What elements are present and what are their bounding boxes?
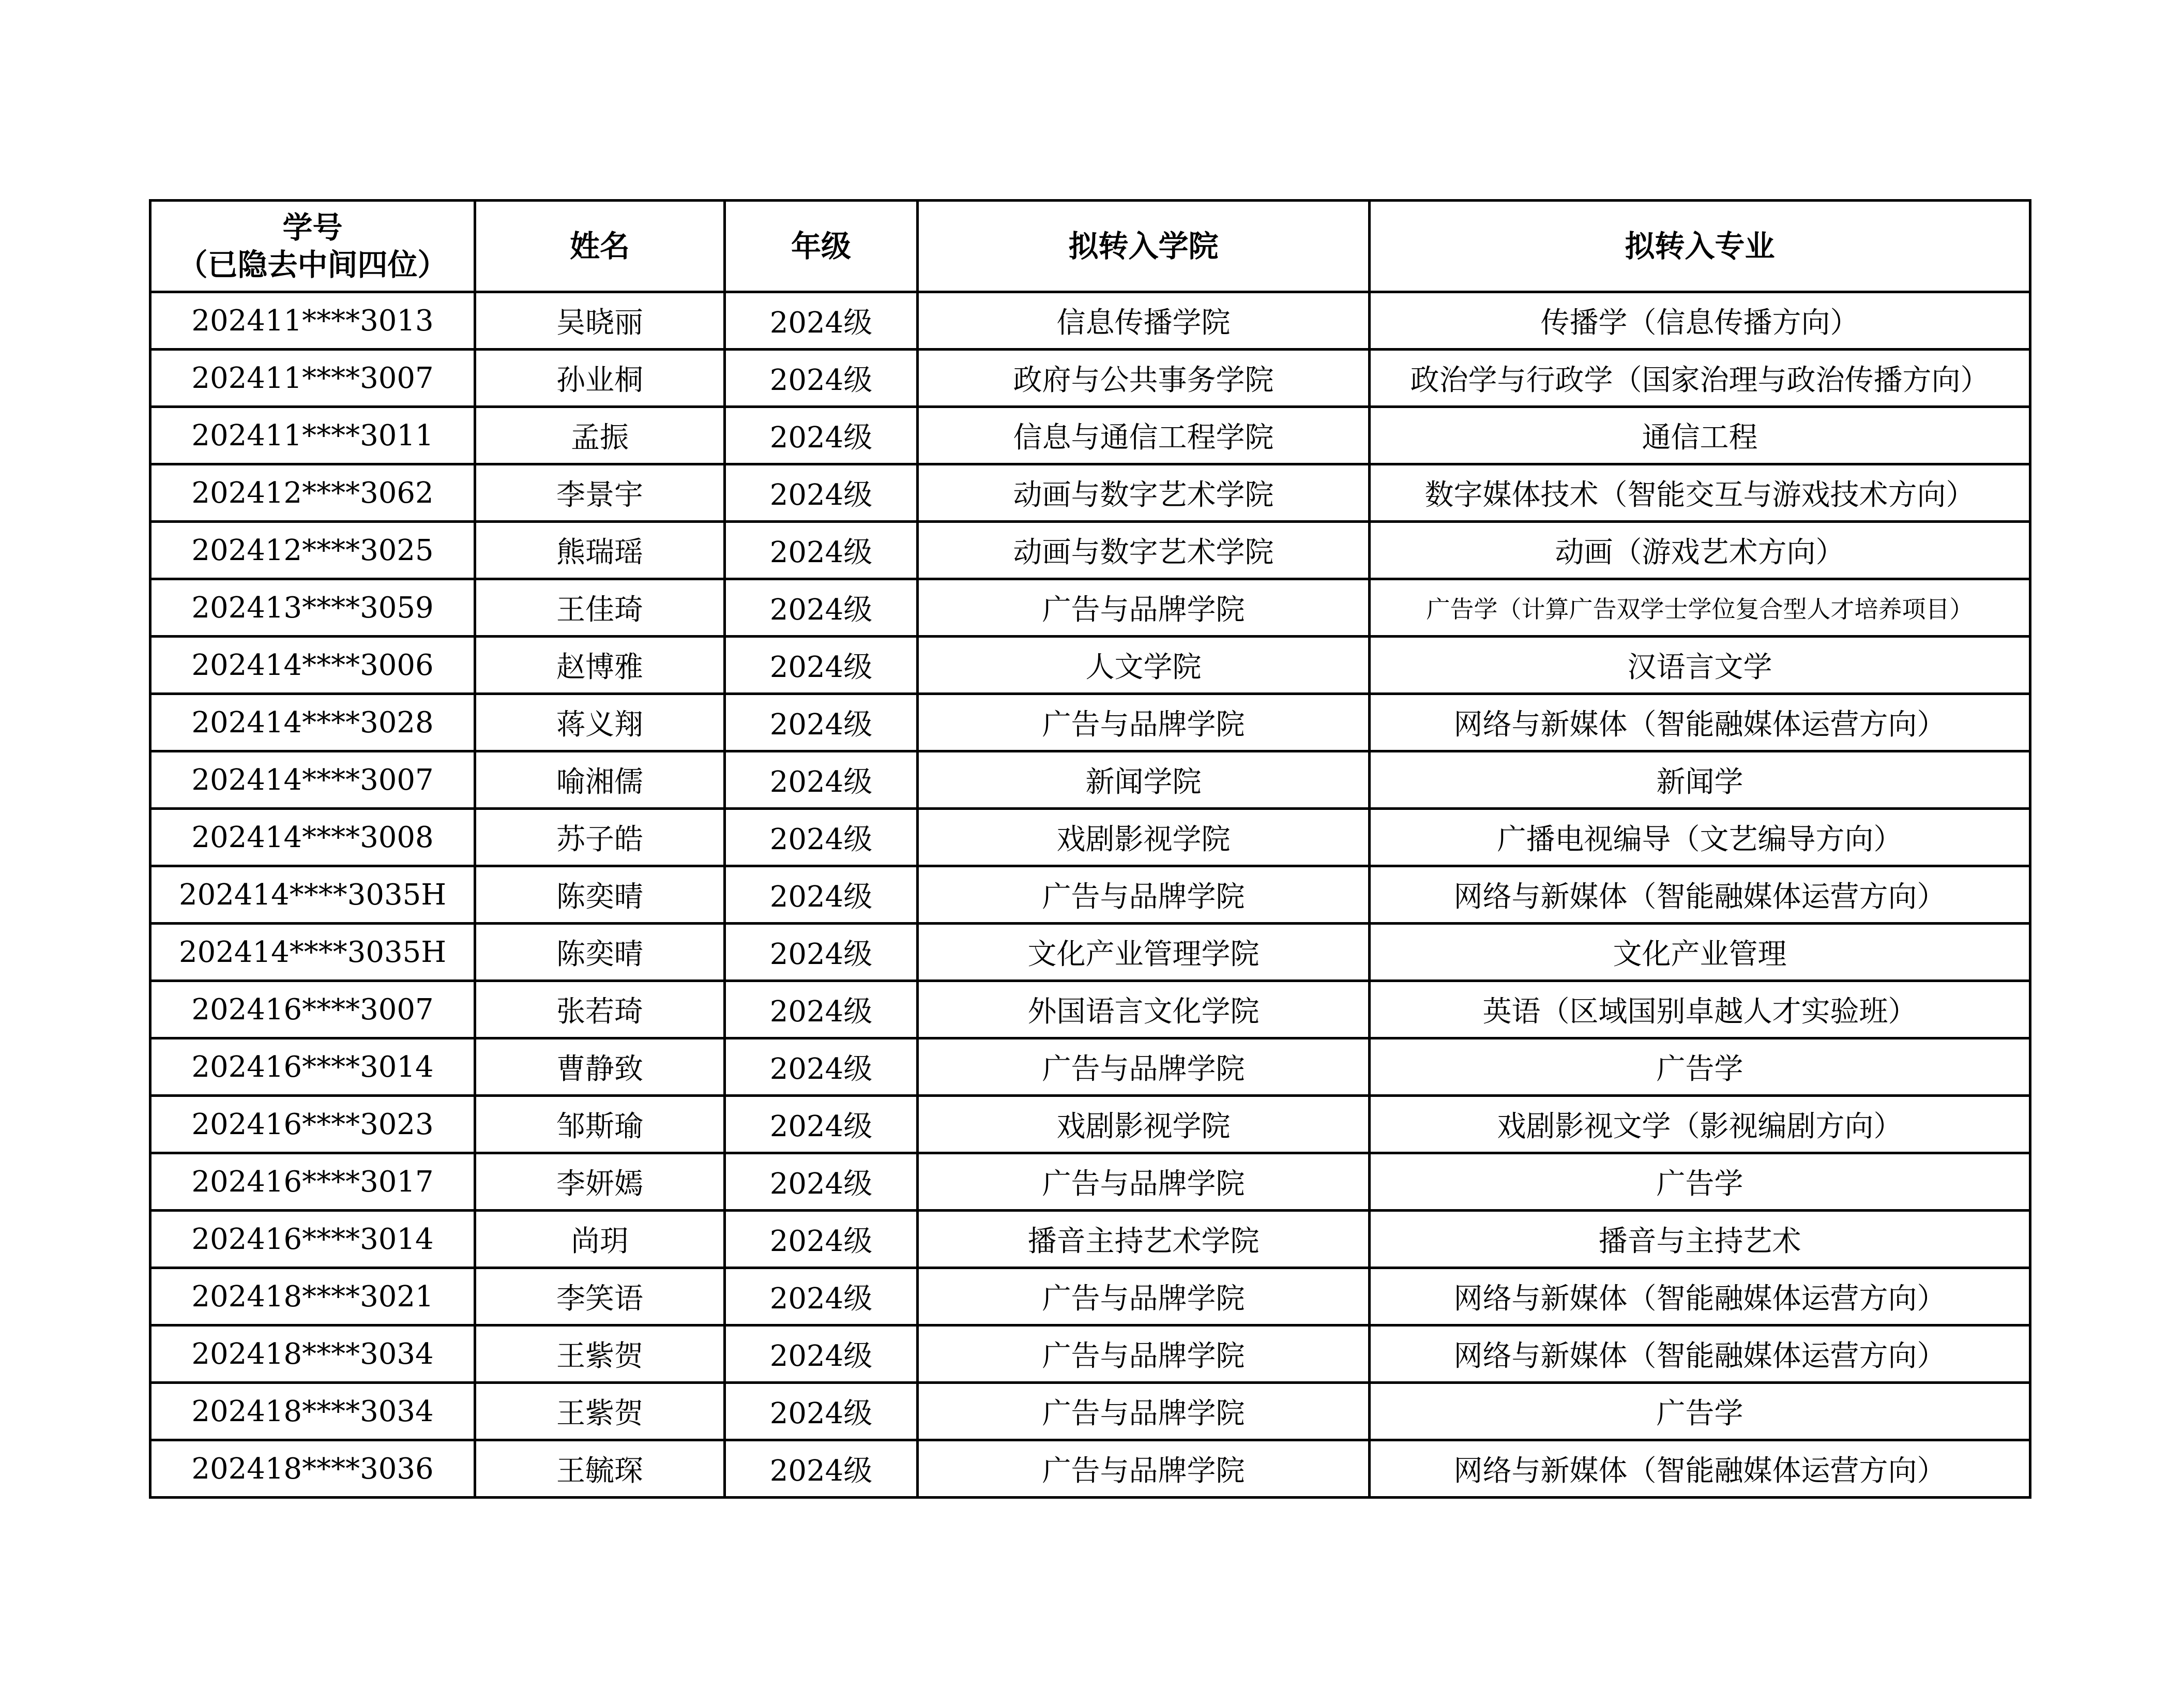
cell-target-college: 信息与通信工程学院 [918, 407, 1370, 464]
cell-student-id: 202416****3023 [150, 1096, 475, 1153]
table-row [150, 694, 2030, 751]
cell-target-college: 新闻学院 [918, 751, 1370, 809]
cell-name: 赵博雅 [475, 637, 725, 694]
cell-target-major: 网络与新媒体（智能融媒体运营方向） [1370, 1268, 2030, 1325]
table-row [150, 1038, 2030, 1096]
header-student-id-note: （已隐去中间四位） [177, 247, 448, 282]
table-row [150, 866, 2030, 924]
cell-student-id: 202412****3062 [150, 464, 475, 522]
cell-target-major: 汉语言文学 [1370, 637, 2030, 694]
cell-name: 曹静致 [475, 1038, 725, 1096]
cell-target-college: 广告与品牌学院 [918, 1268, 1370, 1325]
cell-grade: 2024级 [725, 292, 918, 350]
cell-name: 吴晓丽 [475, 292, 725, 350]
cell-name: 李景宇 [475, 464, 725, 522]
cell-grade: 2024级 [725, 1096, 918, 1153]
table-row [150, 1153, 2030, 1211]
cell-target-major: 动画（游戏艺术方向） [1370, 522, 2030, 579]
cell-target-major: 数字媒体技术（智能交互与游戏技术方向） [1370, 464, 2030, 522]
table-header [150, 201, 2030, 292]
table-row [150, 1096, 2030, 1153]
cell-target-college: 动画与数字艺术学院 [918, 522, 1370, 579]
table-row [150, 522, 2030, 579]
cell-grade: 2024级 [725, 751, 918, 809]
header-target-college: 拟转入学院 [918, 201, 1370, 292]
cell-name: 张若琦 [475, 981, 725, 1038]
cell-student-id: 202414****3035H [150, 866, 475, 924]
cell-student-id: 202414****3035H [150, 924, 475, 981]
cell-name: 蒋义翔 [475, 694, 725, 751]
cell-target-college: 文化产业管理学院 [918, 924, 1370, 981]
cell-grade: 2024级 [725, 981, 918, 1038]
cell-grade: 2024级 [725, 694, 918, 751]
header-student-id [150, 201, 475, 292]
table-row [150, 1325, 2030, 1383]
cell-student-id: 202411****3013 [150, 292, 475, 350]
table-row [150, 1440, 2030, 1498]
cell-student-id: 202418****3034 [150, 1383, 475, 1440]
cell-target-major: 广告学 [1370, 1153, 2030, 1211]
cell-student-id: 202418****3034 [150, 1325, 475, 1383]
table-row [150, 924, 2030, 981]
cell-target-major: 广告学（计算广告双学士学位复合型人才培养项目） [1370, 579, 2030, 637]
cell-name: 王毓琛 [475, 1440, 725, 1498]
cell-target-major: 网络与新媒体（智能融媒体运营方向） [1370, 866, 2030, 924]
table-row [150, 1383, 2030, 1440]
header-target-major: 拟转入专业 [1370, 201, 2030, 292]
cell-name: 陈奕晴 [475, 866, 725, 924]
table-row [150, 579, 2030, 637]
cell-name: 熊瑞瑶 [475, 522, 725, 579]
cell-target-college: 广告与品牌学院 [918, 1153, 1370, 1211]
cell-target-college: 人文学院 [918, 637, 1370, 694]
cell-target-major: 政治学与行政学（国家治理与政治传播方向） [1370, 350, 2030, 407]
cell-target-major: 戏剧影视文学（影视编剧方向） [1370, 1096, 2030, 1153]
table-row [150, 1268, 2030, 1325]
cell-student-id: 202414****3028 [150, 694, 475, 751]
cell-student-id: 202411****3007 [150, 350, 475, 407]
cell-target-college: 戏剧影视学院 [918, 809, 1370, 866]
cell-target-major: 通信工程 [1370, 407, 2030, 464]
cell-grade: 2024级 [725, 1268, 918, 1325]
cell-student-id: 202414****3006 [150, 637, 475, 694]
cell-grade: 2024级 [725, 809, 918, 866]
cell-student-id: 202416****3014 [150, 1038, 475, 1096]
cell-target-major: 广播电视编导（文艺编导方向） [1370, 809, 2030, 866]
cell-grade: 2024级 [725, 1325, 918, 1383]
transfer-list-table [149, 199, 2031, 1499]
table-row [150, 751, 2030, 809]
table-row [150, 407, 2030, 464]
cell-name: 喻湘儒 [475, 751, 725, 809]
cell-student-id: 202414****3007 [150, 751, 475, 809]
cell-grade: 2024级 [725, 579, 918, 637]
cell-name: 苏子皓 [475, 809, 725, 866]
cell-target-major: 英语（区域国别卓越人才实验班） [1370, 981, 2030, 1038]
cell-name: 邹斯瑜 [475, 1096, 725, 1153]
cell-student-id: 202412****3025 [150, 522, 475, 579]
table-body [150, 292, 2030, 1498]
cell-name: 陈奕晴 [475, 924, 725, 981]
cell-name: 李妍嫣 [475, 1153, 725, 1211]
cell-target-major: 广告学 [1370, 1383, 2030, 1440]
cell-name: 王紫贺 [475, 1325, 725, 1383]
header-grade: 年级 [725, 201, 918, 292]
cell-name: 王紫贺 [475, 1383, 725, 1440]
table-row [150, 292, 2030, 350]
cell-target-major: 网络与新媒体（智能融媒体运营方向） [1370, 694, 2030, 751]
header-student-id-label: 学号 [282, 210, 343, 245]
table-row [150, 637, 2030, 694]
cell-target-college: 广告与品牌学院 [918, 1383, 1370, 1440]
cell-student-id: 202411****3011 [150, 407, 475, 464]
cell-student-id: 202416****3014 [150, 1211, 475, 1268]
cell-grade: 2024级 [725, 1383, 918, 1440]
table-row [150, 981, 2030, 1038]
cell-name: 尚玥 [475, 1211, 725, 1268]
cell-target-college: 播音主持艺术学院 [918, 1211, 1370, 1268]
header-name: 姓名 [475, 201, 725, 292]
cell-target-college: 政府与公共事务学院 [918, 350, 1370, 407]
cell-grade: 2024级 [725, 637, 918, 694]
cell-target-major: 网络与新媒体（智能融媒体运营方向） [1370, 1440, 2030, 1498]
cell-target-college: 外国语言文化学院 [918, 981, 1370, 1038]
cell-target-college: 广告与品牌学院 [918, 1325, 1370, 1383]
cell-grade: 2024级 [725, 407, 918, 464]
cell-target-college: 广告与品牌学院 [918, 866, 1370, 924]
cell-student-id: 202416****3017 [150, 1153, 475, 1211]
cell-target-major: 新闻学 [1370, 751, 2030, 809]
cell-target-college: 广告与品牌学院 [918, 694, 1370, 751]
cell-name: 孙业桐 [475, 350, 725, 407]
cell-student-id: 202414****3008 [150, 809, 475, 866]
cell-target-major: 文化产业管理 [1370, 924, 2030, 981]
cell-grade: 2024级 [725, 1211, 918, 1268]
cell-grade: 2024级 [725, 350, 918, 407]
cell-target-major: 网络与新媒体（智能融媒体运营方向） [1370, 1325, 2030, 1383]
cell-student-id: 202416****3007 [150, 981, 475, 1038]
cell-target-college: 广告与品牌学院 [918, 1038, 1370, 1096]
cell-name: 李笑语 [475, 1268, 725, 1325]
cell-student-id: 202418****3021 [150, 1268, 475, 1325]
cell-target-major: 播音与主持艺术 [1370, 1211, 2030, 1268]
cell-name: 王佳琦 [475, 579, 725, 637]
cell-student-id: 202418****3036 [150, 1440, 475, 1498]
cell-grade: 2024级 [725, 866, 918, 924]
cell-student-id: 202413****3059 [150, 579, 475, 637]
cell-grade: 2024级 [725, 464, 918, 522]
cell-grade: 2024级 [725, 1038, 918, 1096]
table-row [150, 1211, 2030, 1268]
cell-grade: 2024级 [725, 522, 918, 579]
cell-target-major: 广告学 [1370, 1038, 2030, 1096]
cell-target-college: 广告与品牌学院 [918, 579, 1370, 637]
cell-target-college: 戏剧影视学院 [918, 1096, 1370, 1153]
cell-target-college: 广告与品牌学院 [918, 1440, 1370, 1498]
table-row [150, 350, 2030, 407]
cell-grade: 2024级 [725, 1440, 918, 1498]
cell-target-college: 动画与数字艺术学院 [918, 464, 1370, 522]
cell-target-college: 信息传播学院 [918, 292, 1370, 350]
cell-grade: 2024级 [725, 924, 918, 981]
table-row [150, 464, 2030, 522]
header-row [150, 201, 2030, 292]
cell-grade: 2024级 [725, 1153, 918, 1211]
cell-name: 孟振 [475, 407, 725, 464]
cell-target-major: 传播学（信息传播方向） [1370, 292, 2030, 350]
table-row [150, 809, 2030, 866]
